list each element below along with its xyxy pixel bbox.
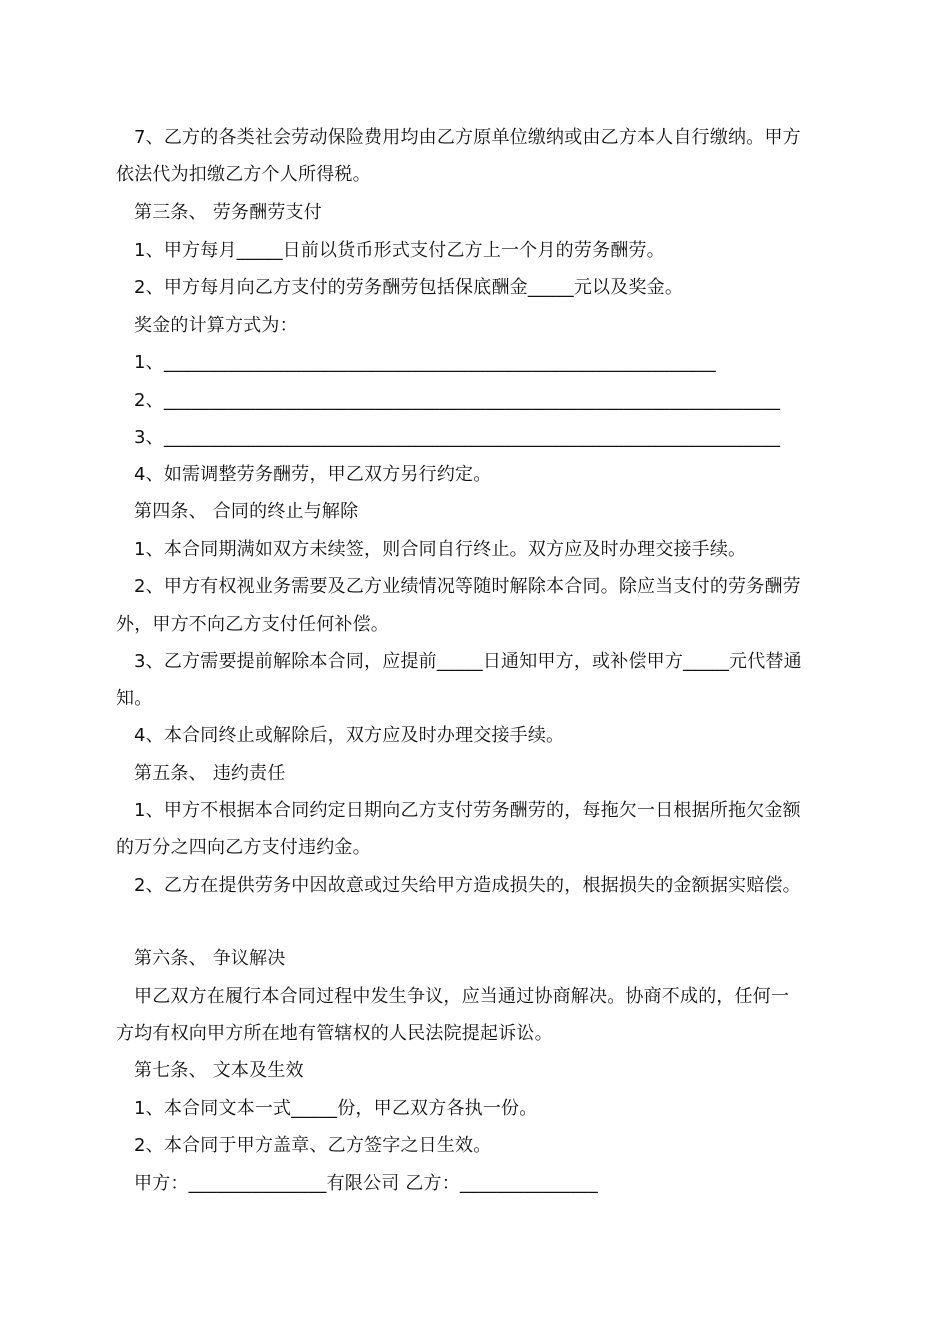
article-5-item-1-line-2: 的万分之四向乙方支付违约金。 (116, 837, 371, 858)
bonus-blank-3: 3、___________________________________________________________________ (134, 427, 781, 448)
article-4-heading: 第四条、 合同的终止与解除 (134, 501, 359, 522)
article-3-item-4: 4、如需调整劳务酬劳，甲乙双方另行约定。 (134, 464, 492, 485)
article-6-heading: 第六条、 争议解决 (134, 948, 286, 969)
bonus-blank-1: 1、____________________________________________________________ (134, 352, 716, 373)
article-4-item-2-line-1: 2、甲方有权视业务需要及乙方业绩情况等随时解除本合同。除应当支付的劳务酬劳 (134, 576, 801, 597)
article-5-item-1-line-1: 1、甲方不根据本合同约定日期向乙方支付劳务酬劳的，每拖欠一日根据所拖欠金额 (134, 800, 801, 821)
article-4-item-2-line-2: 外，甲方不向乙方支付任何补偿。 (116, 614, 389, 635)
signature-line: 甲方：_______________有限公司 乙方：_______________ (134, 1173, 598, 1194)
article-3-item-2: 2、甲方每月向乙方支付的劳务酬劳包括保底酬金_____元以及奖金。 (134, 277, 684, 298)
clause-7-line-2: 依法代为扣缴乙方个人所得税。 (116, 164, 371, 185)
article-7-item-1: 1、本合同文本一式_____份，甲乙双方各执一份。 (134, 1098, 538, 1119)
article-7-heading: 第七条、 文本及生效 (134, 1060, 304, 1081)
bonus-blank-2: 2、___________________________________________________________________ (134, 390, 781, 411)
clause-7-line-1: 7、乙方的各类社会劳动保险费用均由乙方原单位缴纳或由乙方本人自行缴纳。甲方 (134, 127, 801, 148)
article-4-item-4: 4、本合同终止或解除后，双方应及时办理交接手续。 (134, 725, 565, 746)
article-4-item-3-line-2: 知。 (116, 688, 153, 709)
article-3-item-1: 1、甲方每月_____日前以货币形式支付乙方上一个月的劳务酬劳。 (134, 240, 665, 261)
article-3-heading: 第三条、 劳务酬劳支付 (134, 202, 322, 223)
article-5-item-2: 2、乙方在提供劳务中因故意或过失给甲方造成损失的，根据损失的金额据实赔偿。 (134, 875, 801, 896)
bonus-calc-label: 奖金的计算方式为： (134, 315, 298, 336)
article-6-text-line-2: 方均有权向甲方所在地有管辖权的人民法院提起诉讼。 (116, 1023, 553, 1044)
article-6-text-line-1: 甲乙双方在履行本合同过程中发生争议，应当通过协商解决。协商不成的，任何一 (134, 986, 790, 1007)
article-5-heading: 第五条、 违约责任 (134, 763, 286, 784)
article-7-item-2: 2、本合同于甲方盖章、乙方签字之日生效。 (134, 1135, 492, 1156)
article-4-item-1: 1、本合同期满如双方未续签，则合同自行终止。双方应及时办理交接手续。 (134, 539, 747, 560)
article-4-item-3-line-1: 3、乙方需要提前解除本合同，应提前_____日通知甲方，或补偿甲方_____元代替通 (134, 651, 802, 672)
